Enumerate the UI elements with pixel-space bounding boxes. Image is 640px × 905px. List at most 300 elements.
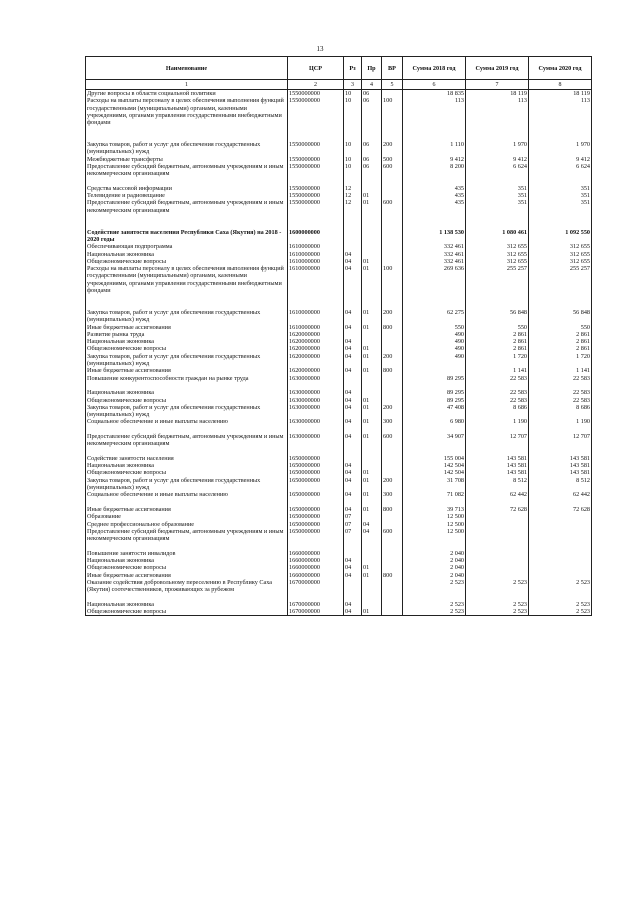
row-sum-2019: 1 970 — [466, 141, 529, 156]
row-sum-2018: 9 412 — [403, 156, 466, 163]
row-csr: 1550000000 — [288, 199, 344, 228]
row-name: Телевидение и радиовещание — [86, 192, 288, 199]
row-vr: 800 — [382, 367, 403, 374]
row-rz: 10 — [344, 97, 362, 141]
row-sum-2018: 490 — [403, 353, 466, 368]
row-rz: 04 — [344, 418, 362, 433]
row-csr: 1610000000 — [288, 243, 344, 250]
row-rz: 04 — [344, 324, 362, 331]
row-sum-2019: 22 583 — [466, 397, 529, 404]
row-vr — [382, 469, 403, 476]
row-pr: 06 — [362, 90, 382, 98]
row-csr: 1630000000 — [288, 375, 344, 390]
table-row — [86, 163, 592, 185]
header-number: 2 — [288, 80, 344, 90]
row-sum-2020 — [529, 557, 592, 564]
header-number: 4 — [362, 80, 382, 90]
table-row — [86, 141, 592, 156]
row-pr: 06 — [362, 163, 382, 185]
row-rz: 12 — [344, 185, 362, 192]
row-rz: 10 — [344, 163, 362, 185]
row-sum-2019: 9 412 — [466, 156, 529, 163]
row-name: Общеэкономические вопросы — [86, 258, 288, 265]
row-sum-2019: 1 720 — [466, 353, 529, 368]
table-row — [86, 418, 592, 433]
row-sum-2020: 12 707 — [529, 433, 592, 455]
row-name: Социальное обеспечение и иные выплаты населению — [86, 491, 288, 506]
table-row — [86, 229, 592, 244]
row-sum-2019: 22 583 — [466, 375, 529, 390]
row-rz: 04 — [344, 345, 362, 352]
row-rz: 04 — [344, 309, 362, 324]
row-sum-2018: 490 — [403, 338, 466, 345]
row-pr: 01 — [362, 265, 382, 309]
row-rz: 07 — [344, 528, 362, 550]
row-vr: 800 — [382, 572, 403, 579]
row-rz: 04 — [344, 404, 362, 419]
row-sum-2018: 435 — [403, 199, 466, 228]
row-sum-2018: 89 295 — [403, 397, 466, 404]
row-vr: 600 — [382, 199, 403, 228]
row-sum-2020: 2 861 — [529, 331, 592, 338]
row-sum-2018: 2 040 — [403, 564, 466, 571]
row-sum-2019 — [466, 557, 529, 564]
table-row — [86, 353, 592, 368]
row-name: Общеэкономические вопросы — [86, 564, 288, 571]
row-name: Другие вопросы в области социальной политики — [86, 90, 288, 98]
row-vr — [382, 229, 403, 244]
table-row — [86, 506, 592, 513]
row-vr — [382, 251, 403, 258]
row-rz: 10 — [344, 156, 362, 163]
row-sum-2020: 312 655 — [529, 258, 592, 265]
row-sum-2018: 12 500 — [403, 528, 466, 550]
row-sum-2018: 332 461 — [403, 251, 466, 258]
row-rz: 04 — [344, 601, 362, 608]
row-pr: 06 — [362, 141, 382, 156]
table-row — [86, 579, 592, 601]
row-pr — [362, 375, 382, 390]
table-row — [86, 309, 592, 324]
row-sum-2019: 2 523 — [466, 601, 529, 608]
header-row — [86, 57, 592, 80]
row-sum-2019: 143 581 — [466, 455, 529, 462]
row-sum-2020: 351 — [529, 185, 592, 192]
row-sum-2019 — [466, 572, 529, 579]
row-sum-2018: 34 907 — [403, 433, 466, 455]
row-rz: 04 — [344, 564, 362, 571]
row-sum-2020: 56 848 — [529, 309, 592, 324]
row-rz — [344, 375, 362, 390]
table-body — [86, 90, 592, 616]
row-sum-2020: 22 583 — [529, 389, 592, 396]
row-rz: 12 — [344, 199, 362, 228]
row-name: Иные бюджетные ассигнования — [86, 324, 288, 331]
header-number: 5 — [382, 80, 403, 90]
row-sum-2018: 89 295 — [403, 375, 466, 390]
row-pr — [362, 229, 382, 244]
row-rz: 04 — [344, 397, 362, 404]
row-name: Общеэкономические вопросы — [86, 345, 288, 352]
row-name: Образование — [86, 513, 288, 520]
row-csr: 1610000000 — [288, 324, 344, 331]
table-row — [86, 397, 592, 404]
row-sum-2019: 550 — [466, 324, 529, 331]
row-vr — [382, 455, 403, 462]
row-sum-2018: 71 082 — [403, 491, 466, 506]
header-number: 8 — [529, 80, 592, 90]
row-pr: 01 — [362, 324, 382, 331]
row-sum-2019: 2 861 — [466, 345, 529, 352]
row-sum-2020: 2 861 — [529, 345, 592, 352]
row-sum-2020: 72 628 — [529, 506, 592, 513]
row-sum-2020 — [529, 528, 592, 550]
row-sum-2018: 332 461 — [403, 243, 466, 250]
row-sum-2019: 8 512 — [466, 477, 529, 492]
row-sum-2019: 2 523 — [466, 608, 529, 616]
row-sum-2019: 1 080 461 — [466, 229, 529, 244]
row-name: Повышение конкурентоспособности граждан на рынке труда — [86, 375, 288, 390]
row-pr: 01 — [362, 477, 382, 492]
row-csr: 1550000000 — [288, 156, 344, 163]
row-vr — [382, 338, 403, 345]
row-sum-2018 — [403, 367, 466, 374]
row-sum-2019: 6 624 — [466, 163, 529, 185]
table-row — [86, 455, 592, 462]
row-vr: 200 — [382, 404, 403, 419]
row-name: Развитие рынка труда — [86, 331, 288, 338]
row-vr — [382, 513, 403, 520]
row-pr: 06 — [362, 156, 382, 163]
table-row — [86, 199, 592, 228]
row-csr: 1550000000 — [288, 163, 344, 185]
row-name: Содействие занятости населения — [86, 455, 288, 462]
row-sum-2019: 12 707 — [466, 433, 529, 455]
row-vr: 100 — [382, 265, 403, 309]
header-sum-2020: Сумма 2020 год — [529, 57, 592, 80]
row-sum-2020 — [529, 572, 592, 579]
row-sum-2019: 2 861 — [466, 338, 529, 345]
row-sum-2019: 143 581 — [466, 462, 529, 469]
table-row — [86, 528, 592, 550]
row-pr: 01 — [362, 199, 382, 228]
row-sum-2018: 2 040 — [403, 572, 466, 579]
row-rz: 04 — [344, 265, 362, 309]
header-number: 1 — [86, 80, 288, 90]
row-pr: 01 — [362, 564, 382, 571]
row-rz — [344, 455, 362, 462]
row-sum-2020 — [529, 521, 592, 528]
table-row — [86, 185, 592, 192]
row-csr: 1630000000 — [288, 418, 344, 433]
row-rz: 04 — [344, 462, 362, 469]
row-pr — [362, 389, 382, 396]
row-vr — [382, 550, 403, 557]
header-sum-2018: Сумма 2018 год — [403, 57, 466, 80]
row-csr: 1650000000 — [288, 513, 344, 520]
row-sum-2020: 9 412 — [529, 156, 592, 163]
row-name: Закупка товаров, работ и услуг для обеспечения государственных (муниципальных) нужд — [86, 141, 288, 156]
row-sum-2018: 2 523 — [403, 579, 466, 601]
row-csr: 1550000000 — [288, 90, 344, 98]
row-rz: 04 — [344, 557, 362, 564]
row-rz — [344, 579, 362, 601]
table-row — [86, 90, 592, 98]
row-sum-2018: 2 523 — [403, 601, 466, 608]
row-csr: 1650000000 — [288, 462, 344, 469]
row-sum-2020: 312 655 — [529, 243, 592, 250]
row-name: Предоставление субсидий бюджетным, автономным учреждениям и иным некоммерческим организациям — [86, 163, 288, 185]
row-pr — [362, 455, 382, 462]
row-pr: 01 — [362, 367, 382, 374]
row-rz: 04 — [344, 338, 362, 345]
table-row — [86, 331, 592, 338]
row-rz: 04 — [344, 477, 362, 492]
row-vr: 500 — [382, 156, 403, 163]
table-row — [86, 521, 592, 528]
row-sum-2018: 435 — [403, 185, 466, 192]
row-sum-2020: 6 624 — [529, 163, 592, 185]
row-name: Закупка товаров, работ и услуг для обеспечения государственных (муниципальных) нужд — [86, 353, 288, 368]
row-csr: 1650000000 — [288, 528, 344, 550]
table-row — [86, 375, 592, 390]
row-pr — [362, 185, 382, 192]
row-csr: 1650000000 — [288, 491, 344, 506]
row-sum-2018: 269 636 — [403, 265, 466, 309]
row-sum-2019: 56 848 — [466, 309, 529, 324]
row-vr: 200 — [382, 477, 403, 492]
row-rz: 04 — [344, 608, 362, 616]
row-sum-2020: 113 — [529, 97, 592, 141]
table-row — [86, 338, 592, 345]
row-name: Закупка товаров, работ и услуг для обеспечения государственных (муниципальных) нужд — [86, 309, 288, 324]
row-sum-2019: 22 583 — [466, 389, 529, 396]
row-sum-2019: 113 — [466, 97, 529, 141]
row-csr: 1670000000 — [288, 608, 344, 616]
row-pr: 01 — [362, 418, 382, 433]
row-vr — [382, 331, 403, 338]
row-name: Закупка товаров, работ и услуг для обеспечения государственных (муниципальных) нужд — [86, 477, 288, 492]
row-sum-2019: 312 655 — [466, 258, 529, 265]
row-vr — [382, 185, 403, 192]
row-rz: 04 — [344, 258, 362, 265]
header-csr: ЦСР — [288, 57, 344, 80]
row-sum-2018: 6 980 — [403, 418, 466, 433]
row-csr: 1660000000 — [288, 564, 344, 571]
row-name: Национальная экономика — [86, 389, 288, 396]
row-sum-2020: 2 861 — [529, 338, 592, 345]
row-vr — [382, 243, 403, 250]
row-sum-2020 — [529, 564, 592, 571]
table-row — [86, 572, 592, 579]
row-vr: 600 — [382, 163, 403, 185]
row-pr — [362, 243, 382, 250]
row-vr: 200 — [382, 141, 403, 156]
row-vr — [382, 557, 403, 564]
row-pr: 01 — [362, 345, 382, 352]
table-row — [86, 564, 592, 571]
row-sum-2018: 18 835 — [403, 90, 466, 98]
page-number: 13 — [316, 45, 324, 53]
row-name: Межбюджетные трансферты — [86, 156, 288, 163]
row-pr: 01 — [362, 353, 382, 368]
row-pr: 01 — [362, 258, 382, 265]
row-sum-2020: 22 583 — [529, 397, 592, 404]
row-sum-2019: 255 257 — [466, 265, 529, 309]
row-rz — [344, 229, 362, 244]
row-name: Содействие занятости населения Республики Саха (Якутия) на 2018 - 2020 годы — [86, 229, 288, 244]
table-row — [86, 389, 592, 396]
row-sum-2018: 142 504 — [403, 469, 466, 476]
row-csr: 1550000000 — [288, 97, 344, 141]
row-rz: 04 — [344, 572, 362, 579]
row-pr: 06 — [362, 97, 382, 141]
row-sum-2020: 8 512 — [529, 477, 592, 492]
row-sum-2018: 62 275 — [403, 309, 466, 324]
row-sum-2018: 490 — [403, 345, 466, 352]
row-rz — [344, 243, 362, 250]
row-vr — [382, 601, 403, 608]
row-sum-2019 — [466, 550, 529, 557]
row-csr: 1650000000 — [288, 469, 344, 476]
row-csr: 1670000000 — [288, 601, 344, 608]
row-sum-2019: 1 190 — [466, 418, 529, 433]
row-vr — [382, 389, 403, 396]
row-vr: 600 — [382, 528, 403, 550]
row-sum-2019: 351 — [466, 199, 529, 228]
row-sum-2018: 550 — [403, 324, 466, 331]
row-sum-2019: 351 — [466, 192, 529, 199]
header-pr: Пр — [362, 57, 382, 80]
row-vr: 800 — [382, 506, 403, 513]
table-row — [86, 608, 592, 616]
row-sum-2018: 12 500 — [403, 513, 466, 520]
row-sum-2019: 2 861 — [466, 331, 529, 338]
row-rz: 10 — [344, 90, 362, 98]
row-vr — [382, 375, 403, 390]
row-name: Общеэкономические вопросы — [86, 469, 288, 476]
row-vr: 100 — [382, 97, 403, 141]
row-rz: 10 — [344, 141, 362, 156]
row-sum-2018: 1 138 530 — [403, 229, 466, 244]
row-csr: 1660000000 — [288, 557, 344, 564]
row-vr: 300 — [382, 491, 403, 506]
row-sum-2018: 89 295 — [403, 389, 466, 396]
row-rz: 04 — [344, 389, 362, 396]
row-csr: 1600000000 — [288, 229, 344, 244]
header-rz: Рз — [344, 57, 362, 80]
row-sum-2019: 1 141 — [466, 367, 529, 374]
table-row — [86, 491, 592, 506]
row-csr: 1630000000 — [288, 397, 344, 404]
row-name: Обеспечивающая подпрограмма — [86, 243, 288, 250]
row-pr: 01 — [362, 309, 382, 324]
table-row — [86, 251, 592, 258]
header-number: 3 — [344, 80, 362, 90]
row-sum-2019: 72 628 — [466, 506, 529, 513]
row-sum-2019: 143 581 — [466, 469, 529, 476]
row-csr: 1550000000 — [288, 192, 344, 199]
row-sum-2020: 62 442 — [529, 491, 592, 506]
row-vr — [382, 608, 403, 616]
row-sum-2020: 1 190 — [529, 418, 592, 433]
table-row — [86, 601, 592, 608]
row-rz: 04 — [344, 469, 362, 476]
row-vr — [382, 521, 403, 528]
row-pr: 01 — [362, 469, 382, 476]
row-name: Предоставление субсидий бюджетным, автономным учреждениям и иным некоммерческим организациям — [86, 199, 288, 228]
row-sum-2020: 550 — [529, 324, 592, 331]
row-vr: 200 — [382, 309, 403, 324]
table-row — [86, 550, 592, 557]
row-sum-2020: 1 092 550 — [529, 229, 592, 244]
row-csr: 1670000000 — [288, 579, 344, 601]
header-sum-2019: Сумма 2019 год — [466, 57, 529, 80]
row-rz: 04 — [344, 353, 362, 368]
row-rz: 04 — [344, 506, 362, 513]
row-csr: 1620000000 — [288, 367, 344, 374]
row-rz: 04 — [344, 491, 362, 506]
row-csr: 1620000000 — [288, 353, 344, 368]
header-number: 6 — [403, 80, 466, 90]
row-name: Национальная экономика — [86, 251, 288, 258]
row-sum-2020: 2 523 — [529, 601, 592, 608]
row-sum-2019 — [466, 513, 529, 520]
row-sum-2020: 255 257 — [529, 265, 592, 309]
row-pr: 04 — [362, 528, 382, 550]
row-name: Общеэкономические вопросы — [86, 608, 288, 616]
row-csr: 1620000000 — [288, 331, 344, 338]
row-csr: 1630000000 — [288, 433, 344, 455]
row-sum-2020 — [529, 550, 592, 557]
row-sum-2018: 2 040 — [403, 557, 466, 564]
row-pr: 01 — [362, 397, 382, 404]
row-name: Закупка товаров, работ и услуг для обеспечения государственных (муниципальных) нужд — [86, 404, 288, 419]
row-pr: 01 — [362, 608, 382, 616]
row-sum-2020: 1 720 — [529, 353, 592, 368]
row-rz: 07 — [344, 521, 362, 528]
row-sum-2020: 351 — [529, 199, 592, 228]
row-pr: 01 — [362, 433, 382, 455]
row-name: Оказание содействия добровольному переселению в Республику Саха (Якутия) соотечественников, проживающих за рубежом — [86, 579, 288, 601]
header-vr: ВР — [382, 57, 403, 80]
row-sum-2018: 113 — [403, 97, 466, 141]
row-sum-2018: 1 110 — [403, 141, 466, 156]
row-sum-2018: 39 713 — [403, 506, 466, 513]
row-sum-2018: 31 708 — [403, 477, 466, 492]
row-name: Национальная экономика — [86, 338, 288, 345]
row-name: Расходы на выплаты персоналу в целях обеспечения выполнения функций государственными (муниципальными) органами, казенными учреждениями, органами управления государственными внебюджетными фондами — [86, 265, 288, 309]
row-vr — [382, 397, 403, 404]
row-vr — [382, 192, 403, 199]
row-sum-2019: 8 686 — [466, 404, 529, 419]
row-vr — [382, 564, 403, 571]
row-vr: 200 — [382, 353, 403, 368]
row-sum-2020: 351 — [529, 192, 592, 199]
row-csr: 1630000000 — [288, 404, 344, 419]
row-sum-2020: 2 523 — [529, 579, 592, 601]
budget-table — [85, 56, 592, 616]
row-vr: 600 — [382, 433, 403, 455]
row-sum-2018: 2 040 — [403, 550, 466, 557]
row-pr — [362, 557, 382, 564]
row-sum-2020: 312 655 — [529, 251, 592, 258]
row-csr: 1650000000 — [288, 455, 344, 462]
row-sum-2020: 2 523 — [529, 608, 592, 616]
row-csr: 1630000000 — [288, 389, 344, 396]
row-sum-2020: 8 686 — [529, 404, 592, 419]
table-row — [86, 367, 592, 374]
